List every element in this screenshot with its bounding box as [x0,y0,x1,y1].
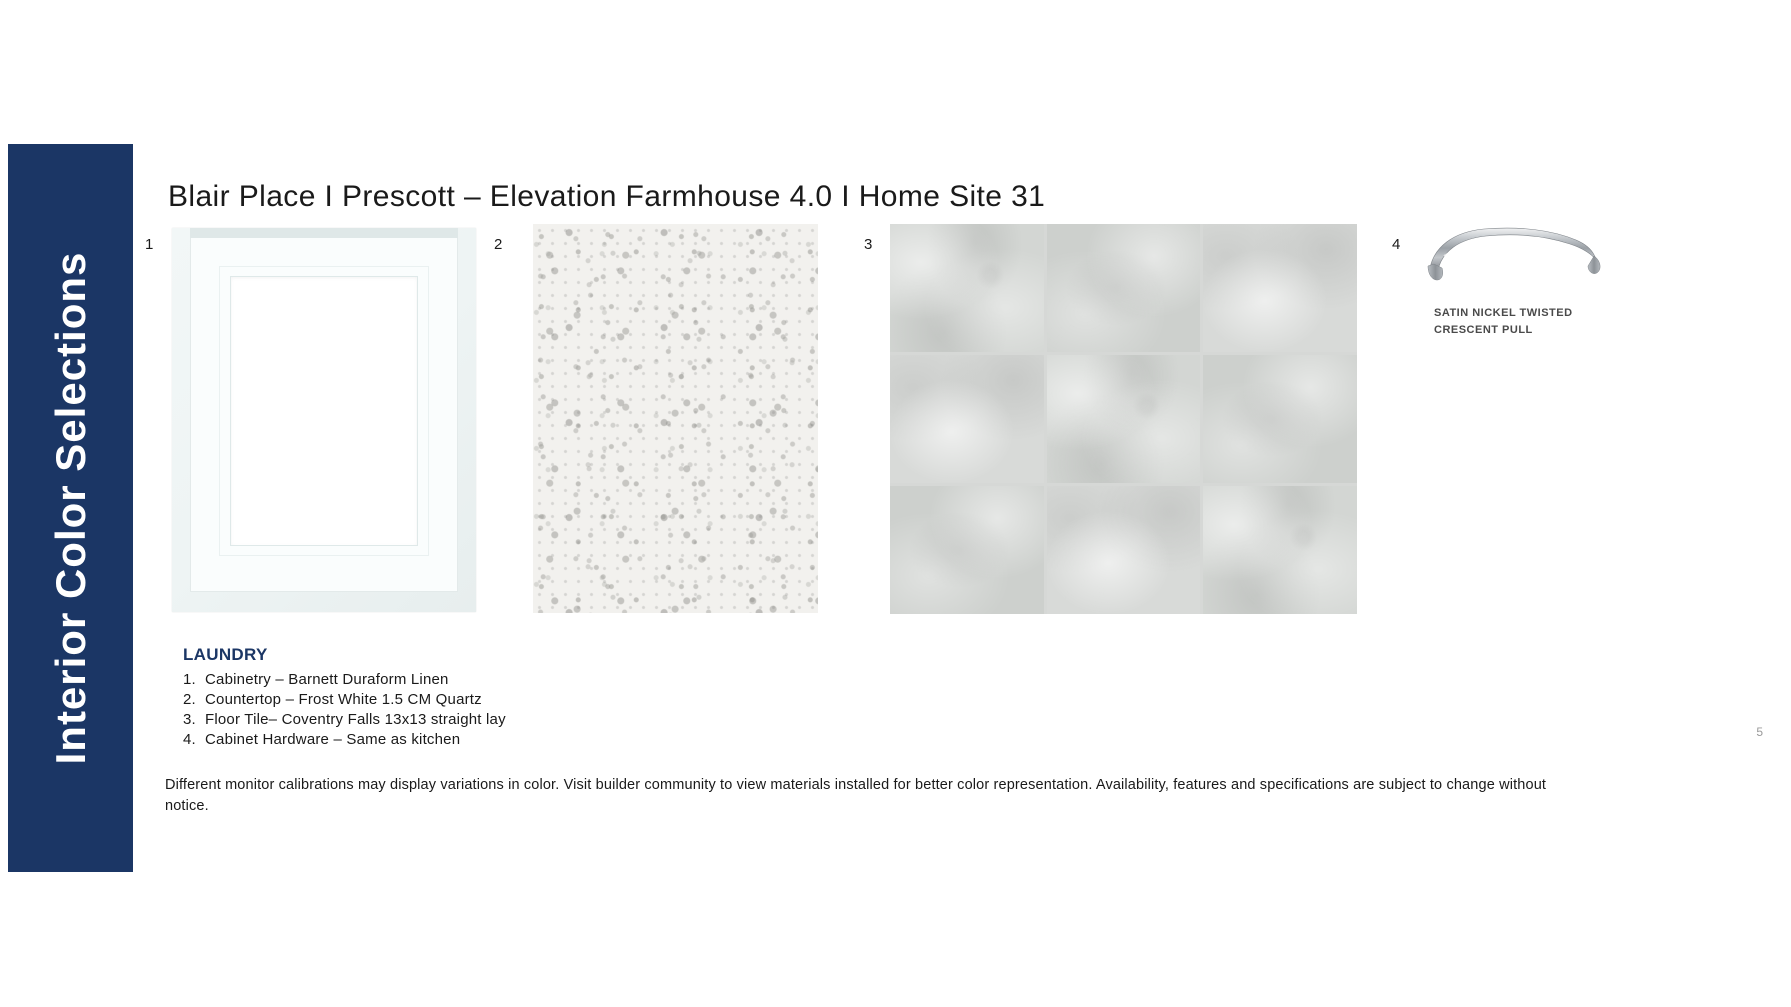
cabinet-pull-caption: SATIN NICKEL TWISTED CRESCENT PULL [1434,307,1573,336]
list-item-label: Cabinetry – Barnett Duraform Linen [205,671,449,688]
cabinet-pull-icon [1424,222,1604,290]
tile-cell [1203,486,1357,614]
swatch-number-1: 1 [145,236,154,253]
tile-cell [1047,486,1201,614]
quartz-grain-overlay [533,224,818,613]
tile-cell [890,486,1044,614]
list-item-index: 1. [183,671,196,688]
list-item [183,730,506,750]
list-item-index: 4. [183,731,196,748]
swatch-number-3: 3 [864,236,873,253]
tile-cell [1203,355,1357,483]
side-band [8,144,133,872]
swatch-number-2: 2 [494,236,503,253]
list-item-label: Countertop – Frost White 1.5 CM Quartz [205,691,482,708]
page-number: 5 [1756,725,1763,739]
side-band-label: Interior Color Selections [46,251,94,765]
room-heading: LAUNDRY [183,645,268,664]
list-item-index: 3. [183,711,196,728]
cabinet-pull-swatch [1424,222,1604,290]
cabinet-door-top-rail [190,228,458,238]
tile-cell [1047,224,1201,352]
tile-cell [890,224,1044,352]
floor-tile-swatch [890,224,1357,614]
page-title: Blair Place I Prescott – Elevation Farmhouse 4.0 I Home Site 31 [168,180,1046,213]
list-item [183,690,506,710]
tile-cell [1203,224,1357,352]
cabinet-door-panel [230,276,418,546]
list-item [183,710,506,730]
swatch-number-4: 4 [1392,236,1401,253]
quartz-countertop-swatch [533,224,818,613]
cabinet-door-swatch [172,228,476,612]
tile-cell [890,355,1044,483]
list-item-label: Cabinet Hardware – Same as kitchen [205,731,461,748]
list-item-label: Floor Tile– Coventry Falls 13x13 straight lay [205,711,506,728]
list-item-index: 2. [183,691,196,708]
tile-cell [1047,355,1201,483]
spec-list [183,670,506,750]
disclaimer-text: Different monitor calibrations may display variations in color. Visit builder community to view materials installed for better color representation. Availability, features and specifications are subject to change without notice. [165,777,1547,814]
list-item [183,670,506,690]
